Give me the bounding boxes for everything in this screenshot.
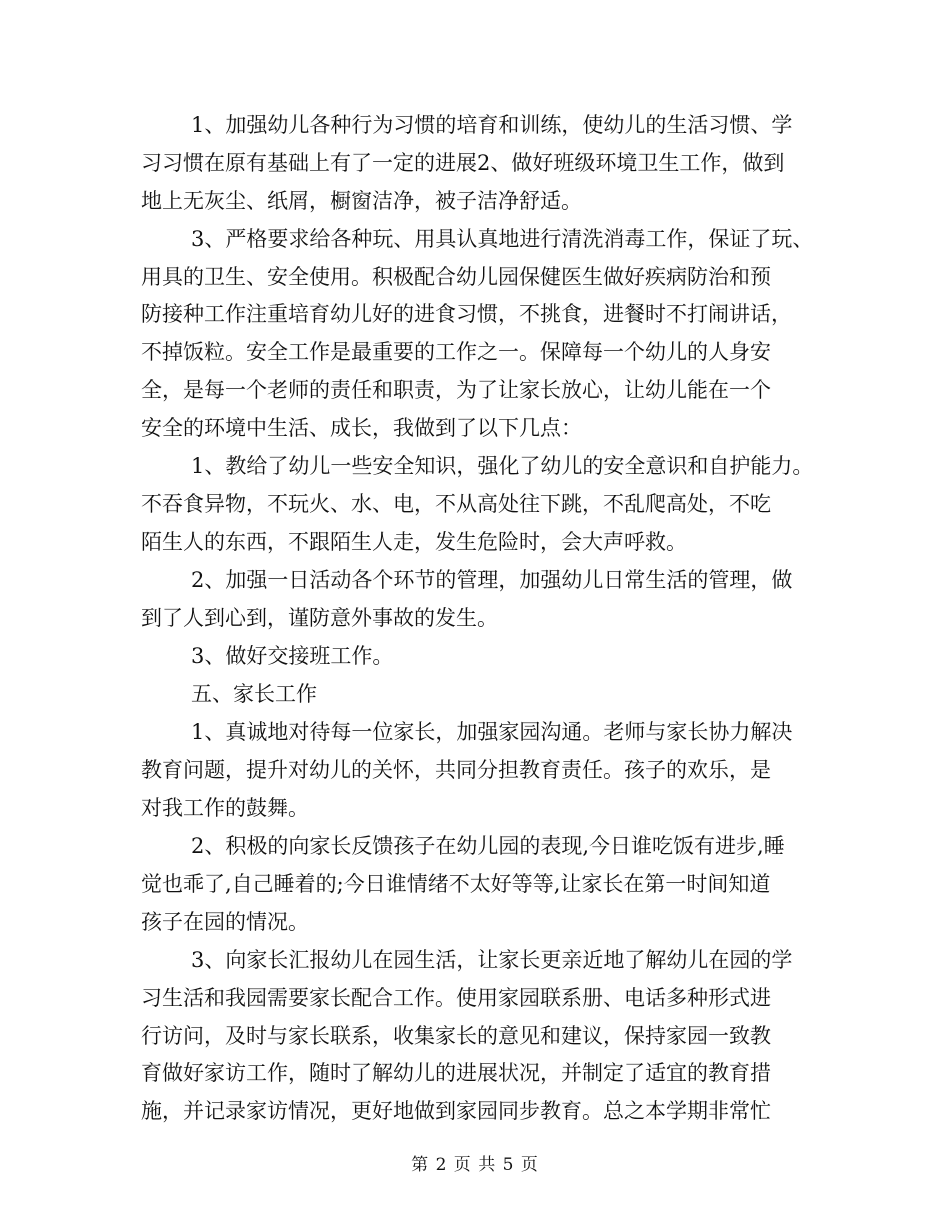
text-line: 1、加强幼儿各种行为习惯的培育和训练，使幼儿的生活习惯、学 bbox=[191, 113, 793, 137]
section-heading: 五、家长工作 bbox=[191, 682, 317, 706]
text-line: 2、积极的向家长反馈孩子在幼儿园的表现,今日谁吃饭有进步,睡 bbox=[191, 834, 785, 858]
text-line: 安全的环境中生活、成长，我做到了以下几点： bbox=[141, 416, 582, 440]
text-line: 育做好家访工作，随时了解幼儿的进展状况，并制定了适宜的教育措 bbox=[141, 1061, 771, 1085]
text-line: 地上无灰尘、纸屑，橱窗洁净，被子洁净舒适。 bbox=[141, 189, 582, 213]
text-line: 习习惯在原有基础上有了一定的进展2、做好班级环境卫生工作，做到 bbox=[141, 151, 785, 175]
text-line: 2、加强一日活动各个环节的管理，加强幼儿日常生活的管理，做 bbox=[191, 568, 793, 592]
text-line: 用具的卫生、安全使用。积极配合幼儿园保健医生做好疾病防治和预 bbox=[141, 265, 771, 289]
text-line: 对我工作的鼓舞。 bbox=[141, 796, 309, 820]
text-line: 1、真诚地对待每一位家长，加强家园沟通。老师与家长协力解决 bbox=[191, 720, 793, 744]
text-line: 到了人到心到，谨防意外事故的发生。 bbox=[141, 606, 498, 630]
text-line: 3、向家长汇报幼儿在园生活，让家长更亲近地了解幼儿在园的学 bbox=[191, 948, 793, 972]
text-line: 不掉饭粒。安全工作是最重要的工作之一。保障每一个幼儿的人身安 bbox=[141, 340, 771, 364]
text-line: 3、做好交接班工作。 bbox=[191, 644, 394, 668]
text-line: 3、严格要求给各种玩、用具认真地进行清洗消毒工作，保证了玩、 bbox=[191, 227, 814, 251]
text-line: 行访问，及时与家长联系，收集家长的意见和建议，保持家园一致教 bbox=[141, 1024, 771, 1048]
text-line: 防接种工作注重培育幼儿好的进食习惯，不挑食，进餐时不打闹讲话， bbox=[141, 302, 792, 326]
text-line: 陌生人的东西，不跟陌生人走，发生危险时，会大声呼救。 bbox=[141, 530, 687, 554]
page-number-footer: 第 2 页 共 5 页 bbox=[411, 1155, 539, 1175]
text-line: 全，是每一个老师的责任和职责，为了让家长放心，让幼儿能在一个 bbox=[141, 378, 771, 402]
text-line: 孩子在园的情况。 bbox=[141, 910, 309, 934]
text-line: 不吞食异物，不玩火、水、电，不从高处往下跳，不乱爬高处，不吃 bbox=[141, 492, 771, 516]
text-line: 1、教给了幼儿一些安全知识，强化了幼儿的安全意识和自护能力。 bbox=[191, 454, 814, 478]
text-line: 教育问题，提升对幼儿的关怀，共同分担教育责任。孩子的欢乐，是 bbox=[141, 758, 771, 782]
text-line: 施，并记录家访情况，更好地做到家园同步教育。总之本学期非常忙 bbox=[141, 1099, 771, 1123]
text-line: 觉也乖了,自己睡着的;今日谁情绪不太好等等,让家长在第一时间知道 bbox=[141, 872, 771, 896]
text-line: 习生活和我园需要家长配合工作。使用家园联系册、电话多种形式进 bbox=[141, 986, 771, 1010]
